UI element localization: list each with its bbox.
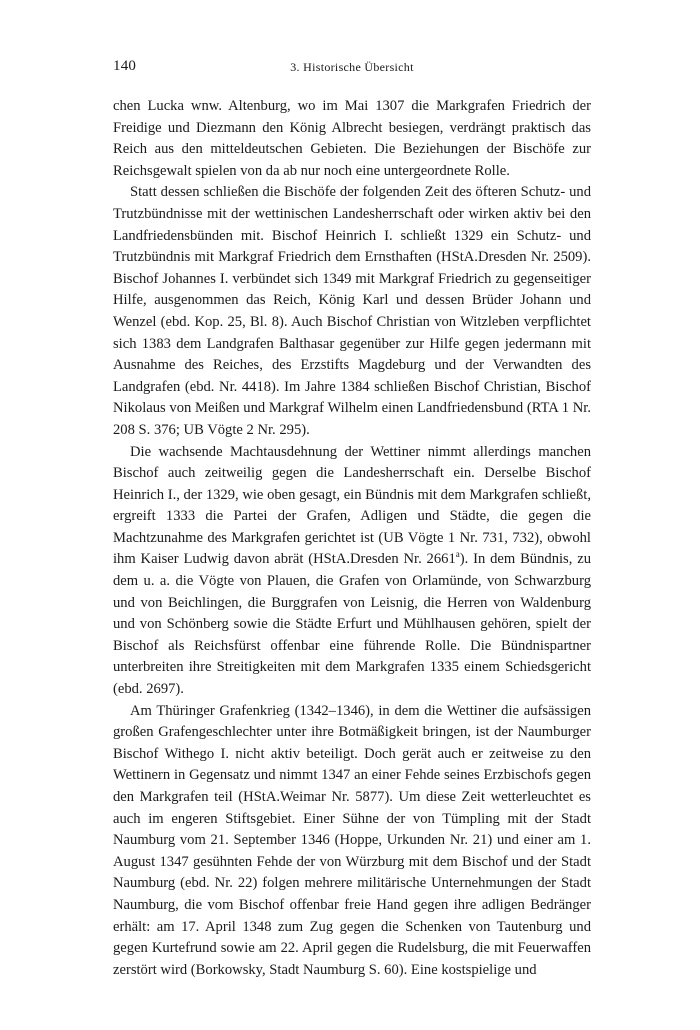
page-number: 140 xyxy=(113,58,137,74)
footnote-marker: a xyxy=(455,549,460,560)
paragraph-3 xyxy=(113,442,591,701)
paragraph-3-text-after-footnote: ). In dem Bündnis, zu dem u. a. die Vögte von Plauen, die Grafen von Orlamünde, von Schwarzburg und von Beichlingen, die Burggrafen von Leisnig, die Herren von Waldenburg und von Schönberg sowie die Städte Erfurt und Mühlhausen gehören, spielt der Bischof als Reichsfürst offenbar eine führende Rolle. Die Bündnispartner unterbreiten ihre Streitigkeiten mit dem Markgrafen 1335 einem Schiedsgericht (ebd. 2697). xyxy=(113,551,591,698)
paragraph-1: chen Lucka wnw. Altenburg, wo im Mai 1307 die Markgrafen Friedrich der Freidige und Diezmann den König Albrecht besiegen, verdrängt praktisch das Reich aus den mitteldeutschen Gebieten. Die Beziehungen der Bischöfe zur Reichsgewalt spielen von da ab nur noch eine untergeordnete Rolle. xyxy=(113,98,591,179)
book-page xyxy=(113,58,591,981)
page-header xyxy=(113,58,591,82)
paragraph-3-text-before-footnote: Die wachsende Machtausdehnung der Wettiner nimmt allerdings manchen Bischof auch zeitweilig gegen die Landesherrschaft ein. Derselbe Bischof Heinrich I., der 1329, wie oben gesagt, ein Bündnis mit dem Markgrafen schließt, ergreift 1333 die Partei der Grafen, Adligen und Städte, die gegen die Machtzunahme des Markgrafen gerichtet ist (UB Vögte 1 Nr. 731, 732), obwohl ihm Kaiser Ludwig davon abrät (HStA.Dresden Nr. 2661 xyxy=(113,443,591,568)
paragraph-4: Am Thüringer Grafenkrieg (1342–1346), in dem die Wettiner die aufsässigen großen Grafengeschlechter unter ihre Botmäßigkeit bringen, ist der Naumburger Bischof Withego I. nicht aktiv beteiligt. Doch gerät auch er zeitweise zu den Wettinern in Gegensatz und nimmt 1347 an einer Fehde seines Erzbischofs gegen den Markgrafen teil (HStA.Weimar Nr. 5877). Um diese Zeit wetterleuchtet es auch im engeren Stiftsgebiet. Einer Sühne der von Tümpling mit der Stadt Naumburg vom 21. September 1346 (Hoppe, Urkunden Nr. 21) und einer am 1. August 1347 gesühnten Fehde der von Würzburg mit dem Bischof und der Stadt Naumburg (ebd. Nr. 22) folgen mehrere militärische Unternehmungen der Stadt Naumburg, die vom Bischof offenbar freie Hand gegen ihre adligen Bedränger erhält: am 17. April 1348 zum Zug gegen die Schenken von Tautenburg und gegen Kurtefrund sowie am 22. April gegen die Rudelsburg, die mit Feuerwaffen zerstört wird (Borkowsky, Stadt Naumburg S. 60). Eine kostspielige und xyxy=(113,702,591,978)
running-head: 3. Historische Übersicht xyxy=(290,60,414,74)
body-text xyxy=(113,96,591,981)
paragraph-2: Statt dessen schließen die Bischöfe der folgenden Zeit des öfteren Schutz- und Trutzbündnisse mit der wettinischen Landesherrschaft oder wirken aktiv bei den Landfriedensbünden mit. Bischof Heinrich I. schließt 1329 ein Schutz- und Trutzbündnis mit Markgraf Friedrich dem Ernsthaften (HStA.Dresden Nr. 2509). Bischof Johannes I. verbündet sich 1349 mit Markgraf Friedrich zu gegenseitiger Hilfe, ausgenommen das Reich, König Karl und dessen Brüder Johann und Wenzel (ebd. Kop. 25, Bl. 8). Auch Bischof Christian von Witzleben verpflichtet sich 1383 dem Landgrafen Balthasar gegenüber zur Hilfe gegen jedermann mit Ausnahme des Reiches, des Erzstifts Magdeburg und der Verwandten des Landgrafen (ebd. Nr. 4418). Im Jahre 1384 schließen Bischof Christian, Bischof Nikolaus von Meißen und Markgraf Wilhelm einen Landfriedensbund (RTA 1 Nr. 208 S. 376; UB Vögte 2 Nr. 295). xyxy=(113,184,591,438)
